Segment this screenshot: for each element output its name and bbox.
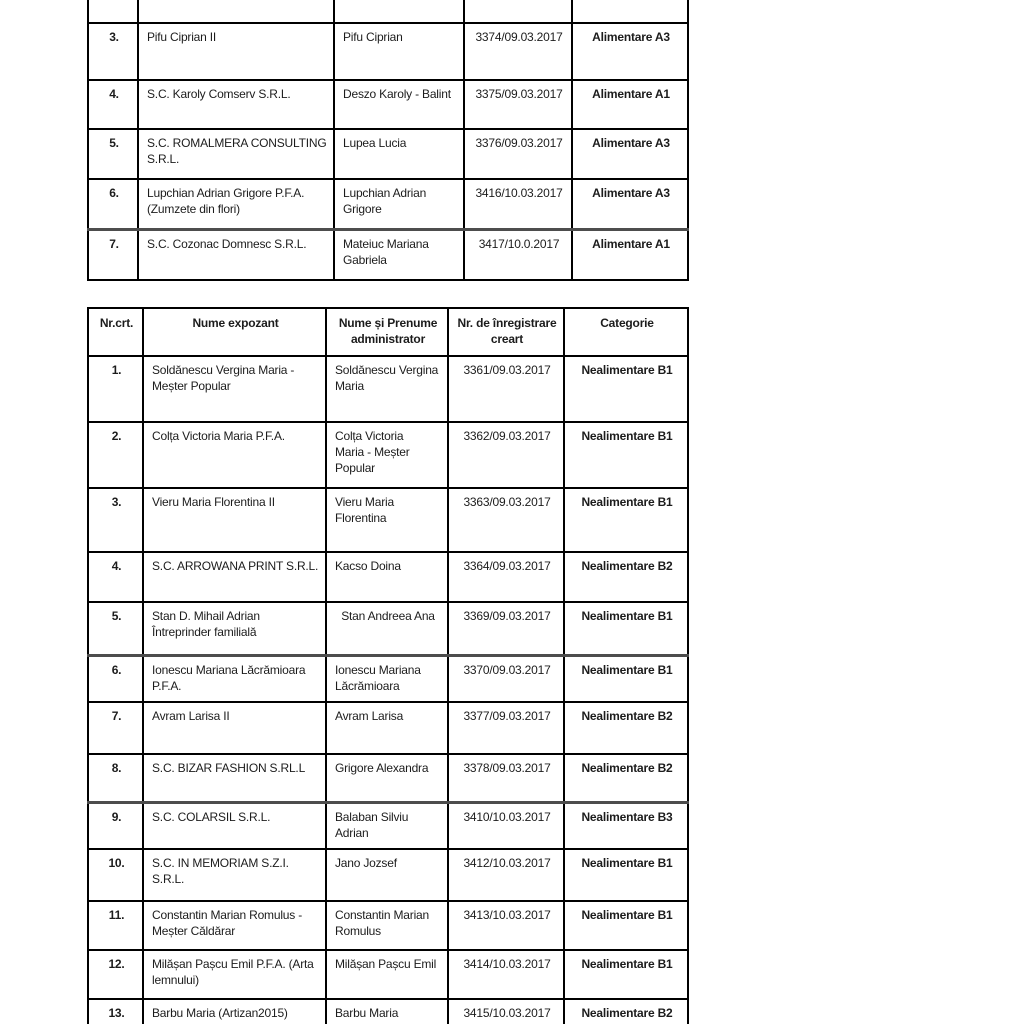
table-row [88,702,688,754]
table-row [88,23,688,80]
cell-admin: Jano Jozsef [326,849,448,901]
cell-category: Nealimentare B2 [564,552,688,602]
cell-category: Alimentare A3 [572,179,688,229]
cell-registration: 3370/09.03.2017 [448,655,564,702]
cell-admin: Colța Victoria Maria - Meșter Popular [326,422,448,488]
cell-admin: Grigore Alexandra [326,754,448,802]
table-header-row [88,308,688,356]
cell-category: Nealimentare B1 [564,950,688,999]
cell-registration: 3361/09.03.2017 [448,356,564,422]
table-row [88,754,688,802]
cell-registration-empty [464,0,572,23]
cell-expozant: S.C. Cozonac Domnesc S.R.L. [138,229,334,280]
cell-nr: 10. [88,849,143,901]
cell-category: Alimentare A1 [572,80,688,129]
cell-expozant: Stan D. Mihail Adrian Întreprinder familială [143,602,326,655]
cell-admin: Stan Andreea Ana [326,602,448,655]
cell-registration: 3413/10.03.2017 [448,901,564,950]
cell-expozant: Colța Victoria Maria P.F.A. [143,422,326,488]
cell-expozant: S.C. ARROWANA PRINT S.R.L. [143,552,326,602]
cell-nr: 13. [88,999,143,1024]
cell-registration: 3375/09.03.2017 [464,80,572,129]
table-row [88,80,688,129]
table-row [88,422,688,488]
cell-category: Nealimentare B3 [564,802,688,849]
cell-nr: 7. [88,702,143,754]
cell-category: Nealimentare B1 [564,488,688,552]
table-row [88,655,688,702]
cell-registration: 3417/10.0.2017 [464,229,572,280]
cell-category: Nealimentare B1 [564,901,688,950]
cell-category-empty [572,0,688,23]
cell-expozant: Soldănescu Vergina Maria - Meșter Popular [143,356,326,422]
cell-admin: Balaban Silviu Adrian [326,802,448,849]
cell-expozant: Barbu Maria (Artizan2015) [143,999,326,1024]
cell-admin: Milășan Pașcu Emil [326,950,448,999]
table-row [88,802,688,849]
cell-admin: Lupea Lucia [334,129,464,179]
table-row [88,229,688,280]
cell-category: Nealimentare B2 [564,702,688,754]
cell-admin-empty [334,0,464,23]
cell-expozant: S.C. BIZAR FASHION S.RL.L [143,754,326,802]
cell-admin: Avram Larisa [326,702,448,754]
cell-registration: 3414/10.03.2017 [448,950,564,999]
cell-admin: Deszo Karoly - Balint [334,80,464,129]
header-cell: Nume expozant [143,308,326,356]
cell-nr: 11. [88,901,143,950]
cell-category: Nealimentare B2 [564,754,688,802]
cell-category: Nealimentare B2 [564,999,688,1024]
cell-admin: Lupchian Adrian Grigore [334,179,464,229]
cell-nr: 3. [88,488,143,552]
header-cell: Nume și Prenume administrator [326,308,448,356]
cell-expozant: Milășan Pașcu Emil P.F.A. (Arta lemnului) [143,950,326,999]
cell-registration: 3412/10.03.2017 [448,849,564,901]
cell-nr-empty [88,0,138,23]
table-row [88,356,688,422]
cell-admin: Mateiuc Mariana Gabriela [334,229,464,280]
cell-registration: 3377/09.03.2017 [448,702,564,754]
table-row [88,901,688,950]
cell-expozant: Constantin Marian Romulus - Meșter Căldărar [143,901,326,950]
cell-registration: 3362/09.03.2017 [448,422,564,488]
cell-nr: 7. [88,229,138,280]
table-row [88,488,688,552]
table-row [88,602,688,655]
cell-admin: Ionescu Mariana Lăcrămioara [326,655,448,702]
header-cell: Categorie [564,308,688,356]
cell-nr: 12. [88,950,143,999]
table-row [88,552,688,602]
cell-registration: 3364/09.03.2017 [448,552,564,602]
cell-expozant: S.C. IN MEMORIAM S.Z.I. S.R.L. [143,849,326,901]
nealimentare-table [87,307,689,1024]
cell-expozant: Avram Larisa II [143,702,326,754]
cell-nr: 6. [88,655,143,702]
table-row [88,179,688,229]
cell-category: Alimentare A3 [572,129,688,179]
cell-admin: Vieru Maria Florentina [326,488,448,552]
cell-registration: 3376/09.03.2017 [464,129,572,179]
cell-expozant: Vieru Maria Florentina II [143,488,326,552]
cell-admin: Soldănescu Vergina Maria [326,356,448,422]
alimentare-table [87,0,689,281]
cell-registration: 3416/10.03.2017 [464,179,572,229]
cell-registration: 3363/09.03.2017 [448,488,564,552]
cell-expozant-empty [138,0,334,23]
cell-category: Nealimentare B1 [564,655,688,702]
cell-nr: 5. [88,129,138,179]
cell-registration: 3374/09.03.2017 [464,23,572,80]
cell-nr: 6. [88,179,138,229]
cell-nr: 9. [88,802,143,849]
cell-nr: 3. [88,23,138,80]
cell-category: Nealimentare B1 [564,849,688,901]
cell-nr: 4. [88,552,143,602]
cell-expozant: S.C. COLARSIL S.R.L. [143,802,326,849]
cell-nr: 4. [88,80,138,129]
cell-registration: 3369/09.03.2017 [448,602,564,655]
cell-category: Nealimentare B1 [564,356,688,422]
cell-admin: Constantin Marian Romulus [326,901,448,950]
cell-admin: Pifu Ciprian [334,23,464,80]
header-cell: Nr.crt. [88,308,143,356]
cell-nr: 8. [88,754,143,802]
table-row-partial [88,0,688,23]
cell-category: Alimentare A1 [572,229,688,280]
cell-nr: 2. [88,422,143,488]
cell-expozant: S.C. Karoly Comserv S.R.L. [138,80,334,129]
table-row [88,129,688,179]
cell-expozant: S.C. ROMALMERA CONSULTING S.R.L. [138,129,334,179]
cell-registration: 3378/09.03.2017 [448,754,564,802]
table-row [88,950,688,999]
cell-nr: 1. [88,356,143,422]
table-row [88,999,688,1024]
cell-nr: 5. [88,602,143,655]
cell-expozant: Lupchian Adrian Grigore P.F.A. (Zumzete din flori) [138,179,334,229]
cell-category: Nealimentare B1 [564,422,688,488]
table-row [88,849,688,901]
cell-registration: 3410/10.03.2017 [448,802,564,849]
cell-registration: 3415/10.03.2017 [448,999,564,1024]
cell-expozant: Pifu Ciprian II [138,23,334,80]
header-cell: Nr. de înregistrare creart [448,308,564,356]
cell-category: Nealimentare B1 [564,602,688,655]
cell-expozant: Ionescu Mariana Lăcrămioara P.F.A. [143,655,326,702]
cell-admin: Barbu Maria [326,999,448,1024]
cell-admin: Kacso Doina [326,552,448,602]
cell-category: Alimentare A3 [572,23,688,80]
